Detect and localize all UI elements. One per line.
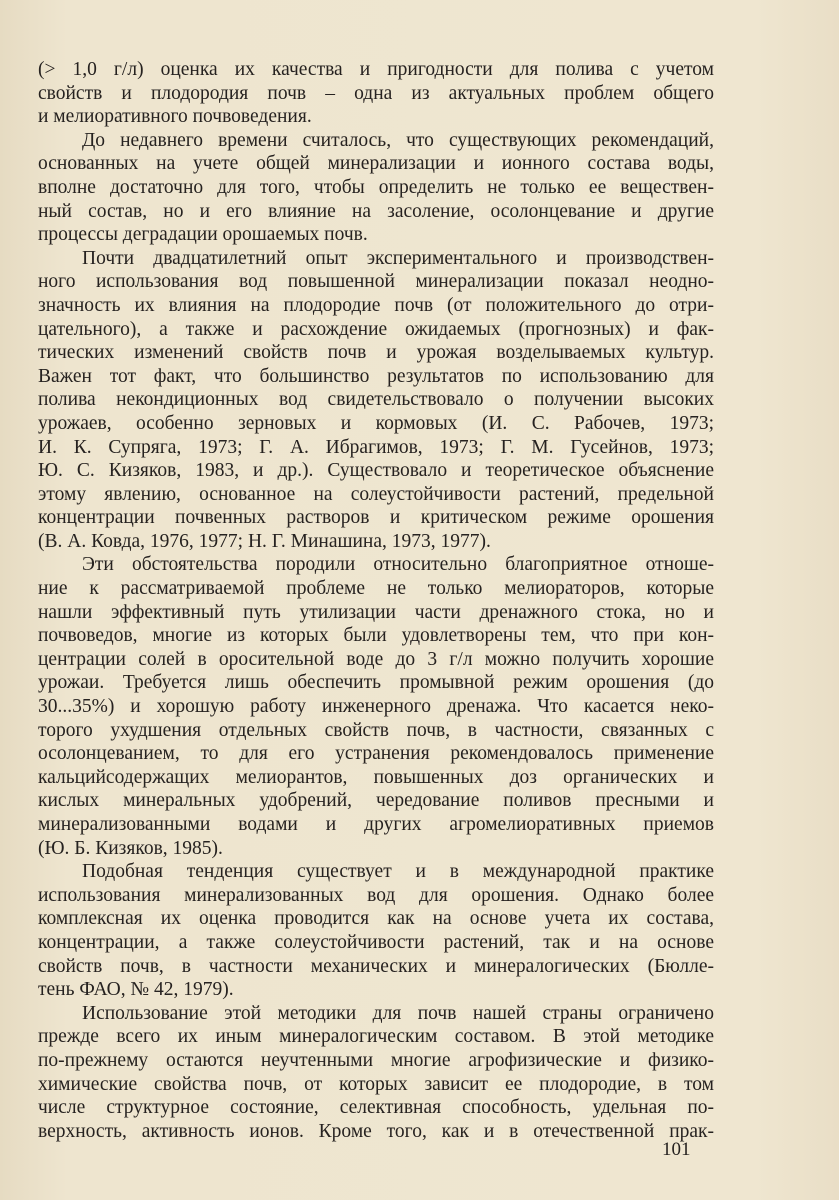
text-line: торого ухудшения отдельных свойств почв, в частности, связанных с <box>38 719 714 741</box>
text-line: по-прежнему остаются неучтенными многие агрофизические и физико- <box>38 1049 714 1071</box>
text-line: химические свойства почв, от которых зависит ее плодородие, в том <box>38 1073 714 1095</box>
text-line: 30...35%) и хорошую работу инженерного дренажа. Что касается неко- <box>38 696 714 718</box>
text-line: ного использования вод повышенной минерализации показал неодно- <box>38 271 714 293</box>
page-number: 101 <box>662 1139 691 1160</box>
text-line: свойств почв, в частности механических и минералогических (Бюлле- <box>38 955 714 977</box>
text-line: комплексная их оценка проводится как на основе учета их состава, <box>38 908 714 930</box>
text-line: и мелиоративного почвоведения. <box>38 106 312 128</box>
text-line: Важен тот факт, что большинство результатов по использованию для <box>38 365 714 387</box>
text-line: центрации солей в оросительной воде до 3 г/л можно получить хорошие <box>38 648 714 670</box>
paragraph-3 <box>38 247 714 554</box>
text-line: До недавнего времени считалось, что существующих рекомендаций, <box>82 129 714 151</box>
paragraph-4 <box>38 553 714 860</box>
text-line: прежде всего их иным минералогическим составом. В этой методике <box>38 1026 714 1048</box>
text-line: верхность, активность ионов. Кроме того, как и в отечественной прак- <box>38 1120 714 1142</box>
text-line: тень ФАО, № 42, 1979). <box>38 979 234 1001</box>
paragraph-2 <box>38 129 714 247</box>
text-line: ный состав, но и его влияние на засоление, осолонцевание и другие <box>38 200 714 222</box>
text-line: процессы деградации орошаемых почв. <box>38 224 368 246</box>
text-line: осолонцеванием, то для его устранения рекомендовалось применение <box>38 743 714 765</box>
text-line: Ю. С. Кизяков, 1983, и др.). Существовало и теоретическое объяснение <box>38 460 714 482</box>
text-line: вполне достаточно для того, чтобы определить не только ее веществен- <box>38 176 714 198</box>
text-line: Эти обстоятельства породили относительно благоприятное отноше- <box>82 554 714 576</box>
body-text <box>38 58 714 1143</box>
text-line: использования минерализованных вод для орошения. Однако более <box>38 884 714 906</box>
text-line: кислых минеральных удобрений, чередование поливов пресными и <box>38 790 714 812</box>
text-line: свойств и плодородия почв – одна из актуальных проблем общего <box>38 82 714 104</box>
paragraph-6 <box>38 1002 714 1144</box>
text-line: цательного), а также и расхождение ожидаемых (прогнозных) и фак- <box>38 318 714 340</box>
text-line: почвоведов, многие из которых были удовлетворены тем, что при кон- <box>38 625 714 647</box>
text-line: числе структурное состояние, селективная способность, удельная по- <box>38 1097 714 1119</box>
text-line: Почти двадцатилетний опыт экспериментального и производствен- <box>82 247 714 269</box>
text-line: основанных на учете общей минерализации и ионного состава воды, <box>38 153 714 175</box>
text-line: И. К. Супряга, 1973; Г. А. Ибрагимов, 1973; Г. М. Гусейнов, 1973; <box>38 436 714 458</box>
text-line: значность их влияния на плодородие почв (от положительного до отри- <box>38 294 714 316</box>
paragraph-5 <box>38 860 714 1002</box>
paragraph-1 <box>38 58 714 129</box>
text-line: нашли эффективный путь утилизации части дренажного стока, но и <box>38 601 714 623</box>
text-line: полива некондиционных вод свидетельствовало о получении высоких <box>38 389 714 411</box>
text-line: (В. А. Ковда, 1976, 1977; Н. Г. Минашина, 1973, 1977). <box>38 530 491 552</box>
text-line: тических изменений свойств почв и урожая возделываемых культур. <box>38 342 714 364</box>
text-line: кальцийсодержащих мелиорантов, повышенных доз органических и <box>38 766 714 788</box>
text-line: урожаи. Требуется лишь обеспечить промывной режим орошения (до <box>38 672 714 694</box>
text-line: (> 1,0 г/л) оценка их качества и пригодности для полива с учетом <box>38 59 714 80</box>
text-line: (Ю. Б. Кизяков, 1985). <box>38 837 223 859</box>
text-line: концентрации почвенных растворов и критическом режиме орошения <box>38 507 714 529</box>
text-line: концентрации, а также солеустойчивости растений, так и на основе <box>38 931 714 953</box>
text-line: Подобная тенденция существует и в международной практике <box>82 861 714 883</box>
text-line: Использование этой методики для почв нашей страны ограничено <box>82 1002 714 1024</box>
text-line: ние к рассматриваемой проблеме не только мелиораторов, которые <box>38 578 714 600</box>
text-line: урожаев, особенно зерновых и кормовых (И. С. Рабочев, 1973; <box>38 412 714 434</box>
text-line: минерализованными водами и других агромелиоративных приемов <box>38 814 714 835</box>
text-line: этому явлению, основанное на солеустойчивости растений, предельной <box>38 483 714 505</box>
